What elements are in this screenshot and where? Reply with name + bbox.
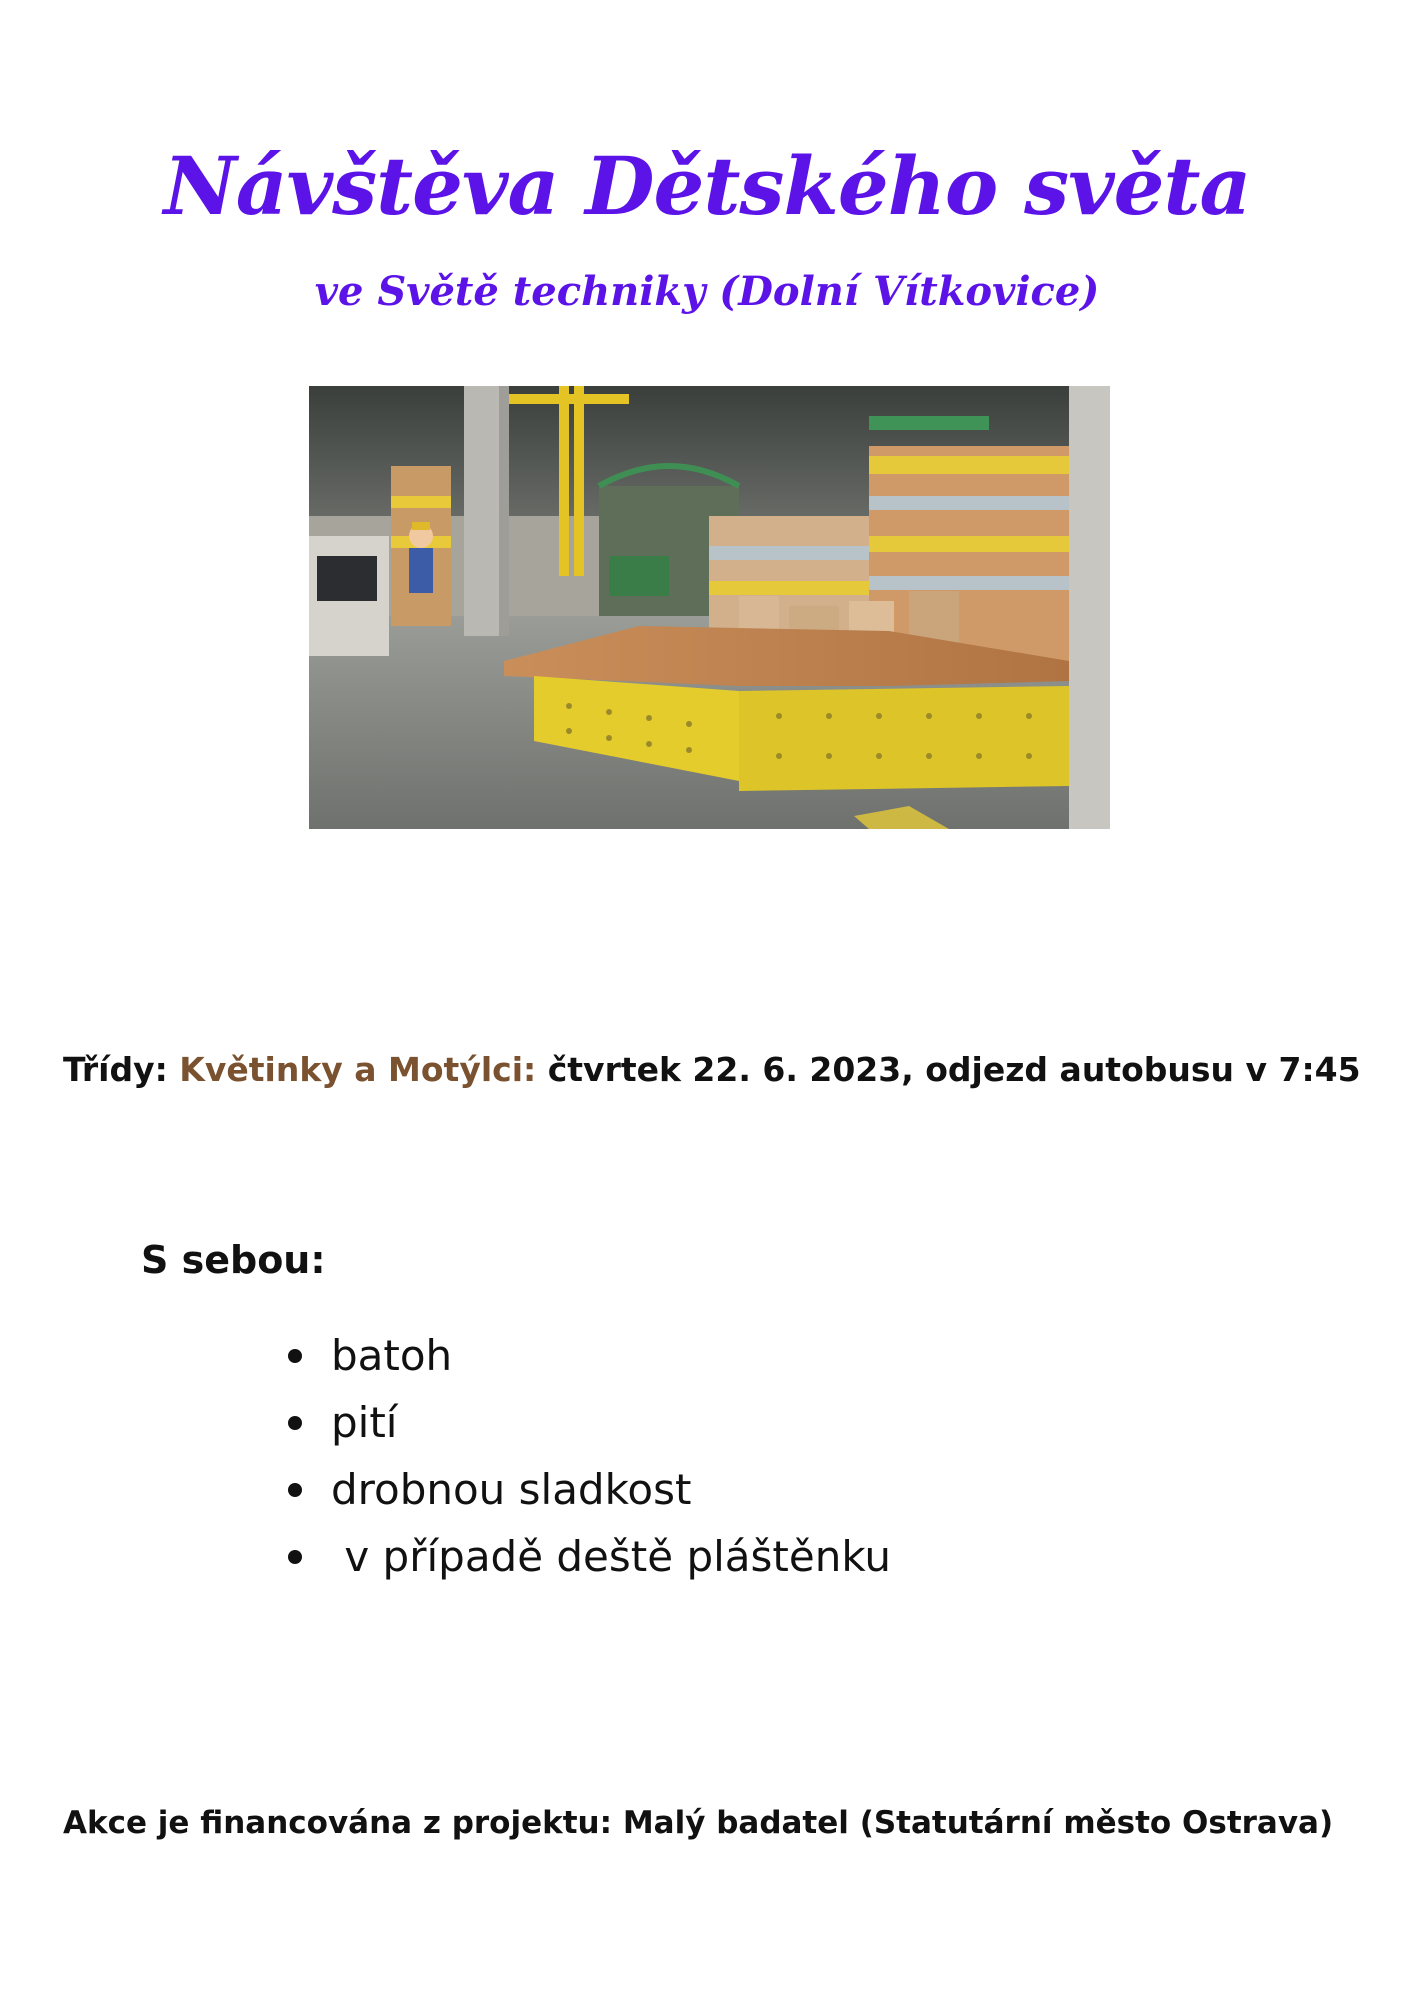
list-item-text: batoh <box>331 1331 453 1380</box>
bullet-icon <box>288 1349 302 1363</box>
list-item-text: drobnou sladkost <box>331 1465 692 1514</box>
funding-note: Akce je financována z projektu: Malý badatel (Statutární město Ostrava) <box>63 1805 1334 1841</box>
trip-details: čtvrtek 22. 6. 2023, odjezd autobusu v 7:45 <box>536 1050 1361 1089</box>
bullet-icon <box>288 1550 302 1564</box>
page-title: Návštěva Dětského světa <box>163 139 1251 233</box>
classes-label: Třídy: <box>63 1050 180 1089</box>
list-item <box>284 1322 891 1389</box>
list-item-text: pití <box>331 1398 398 1447</box>
bring-list <box>284 1322 891 1590</box>
bullet-icon <box>288 1416 302 1430</box>
exhibition-photo <box>309 386 1110 829</box>
list-item <box>284 1389 891 1456</box>
bullet-icon <box>288 1483 302 1497</box>
bring-heading: S sebou: <box>141 1238 326 1282</box>
schedule-line <box>63 1049 1363 1092</box>
classes-names: Květinky a Motýlci: <box>179 1050 537 1089</box>
page-subtitle: ve Světě techniky (Dolní Vítkovice) <box>314 268 1100 315</box>
list-item-text: v případě deště pláštěnku <box>331 1532 891 1581</box>
list-item <box>284 1523 891 1590</box>
list-item <box>284 1456 891 1523</box>
